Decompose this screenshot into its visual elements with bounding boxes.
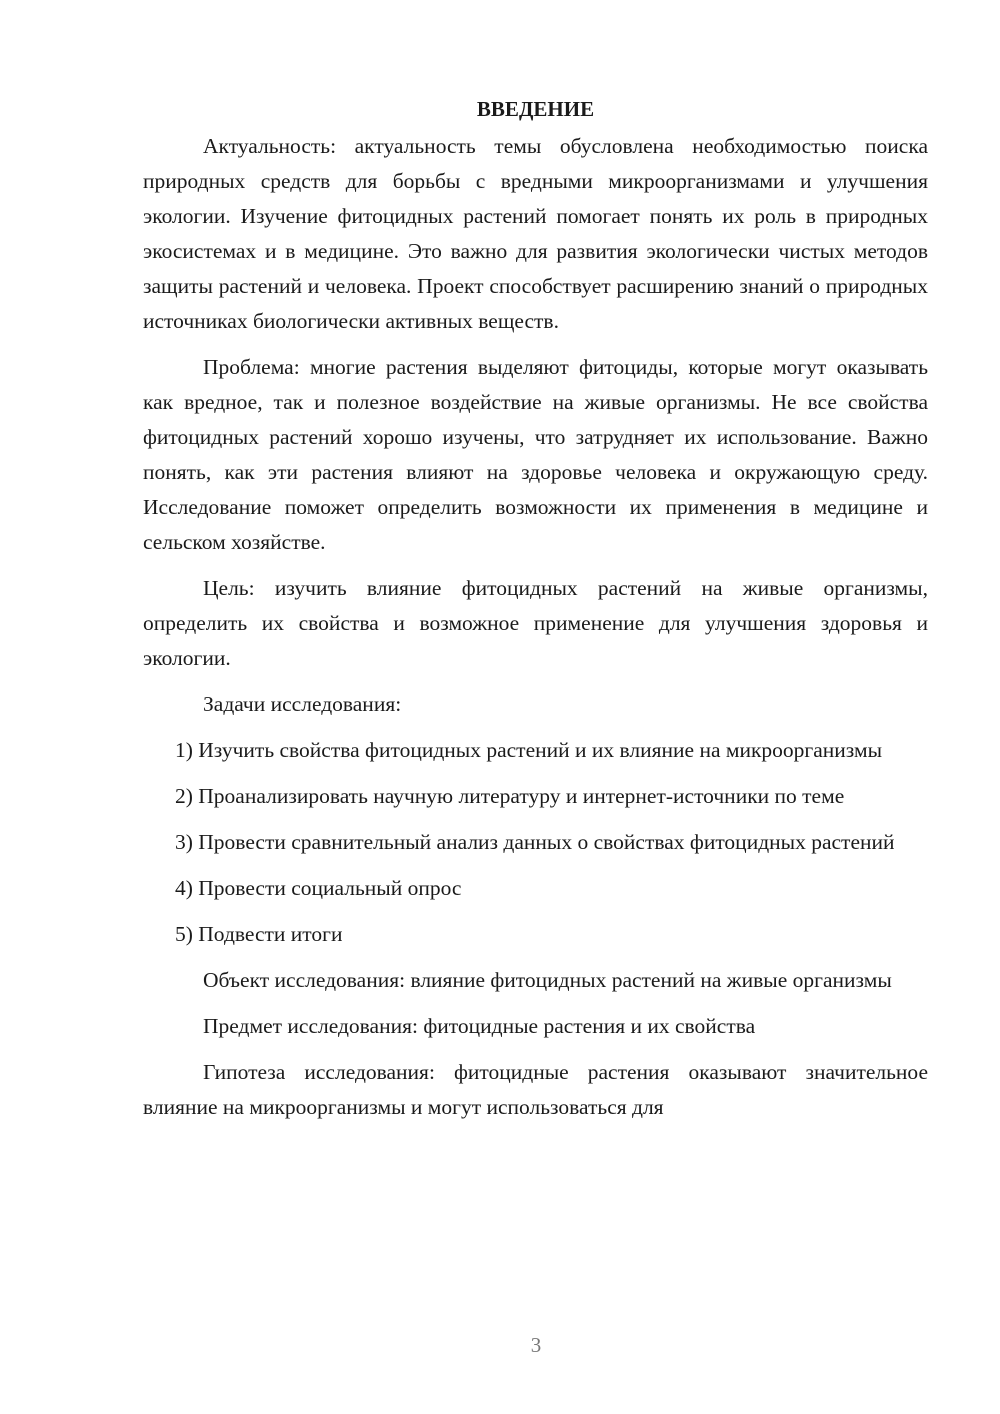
subject-paragraph: Предмет исследования: фитоцидные растения и их свойства [203, 1014, 756, 1038]
hypothesis-paragraph: Гипотеза исследования: фитоцидные растения оказывают значительное влияние на микроорганизмы и могут использоваться для [143, 1060, 928, 1119]
section-heading: ВВЕДЕНИЕ [476, 97, 595, 121]
task-item: 3) Провести сравнительный анализ данных о свойствах фитоцидных растений [175, 830, 895, 854]
problem-paragraph: Проблема: многие растения выделяют фитоциды, которые могут оказывать как вредное, так и полезное воздействие на живые организмы. Не все свойства фитоцидных растений хорошо изучены, что затрудняет их использование. Важно понять, как эти растения влияют на здоровье человека и окружающую среду. Исследование поможет определить возможности их применения в медицине и сельском хозяйстве. [143, 355, 928, 554]
goal-paragraph: Цель: изучить влияние фитоцидных растений на живые организмы, определить их свойства и возможное применение для улучшения здоровья и экологии. [143, 576, 928, 670]
document-page [143, 92, 928, 1136]
relevance-paragraph: Актуальность: актуальность темы обусловлена необходимостью поиска природных средств для борьбы с вредными микроорганизмами и улучшения экологии. Изучение фитоцидных растений помогает понять их роль в природных экосистемах и в медицине. Это важно для развития экологически чистых методов защиты растений и человека. Проект способствует расширению знаний о природных источниках биологически активных веществ. [143, 134, 928, 333]
page-number: 3 [530, 1333, 542, 1357]
task-item: 2) Проанализировать научную литературу и интернет-источники по теме [175, 784, 845, 808]
tasks-heading: Задачи исследования: [203, 692, 402, 716]
task-item: 1) Изучить свойства фитоцидных растений и их влияние на микроорганизмы [175, 738, 883, 762]
object-paragraph: Объект исследования: влияние фитоцидных растений на живые организмы [203, 968, 892, 992]
task-item: 5) Подвести итоги [175, 922, 343, 946]
task-item: 4) Провести социальный опрос [175, 876, 462, 900]
